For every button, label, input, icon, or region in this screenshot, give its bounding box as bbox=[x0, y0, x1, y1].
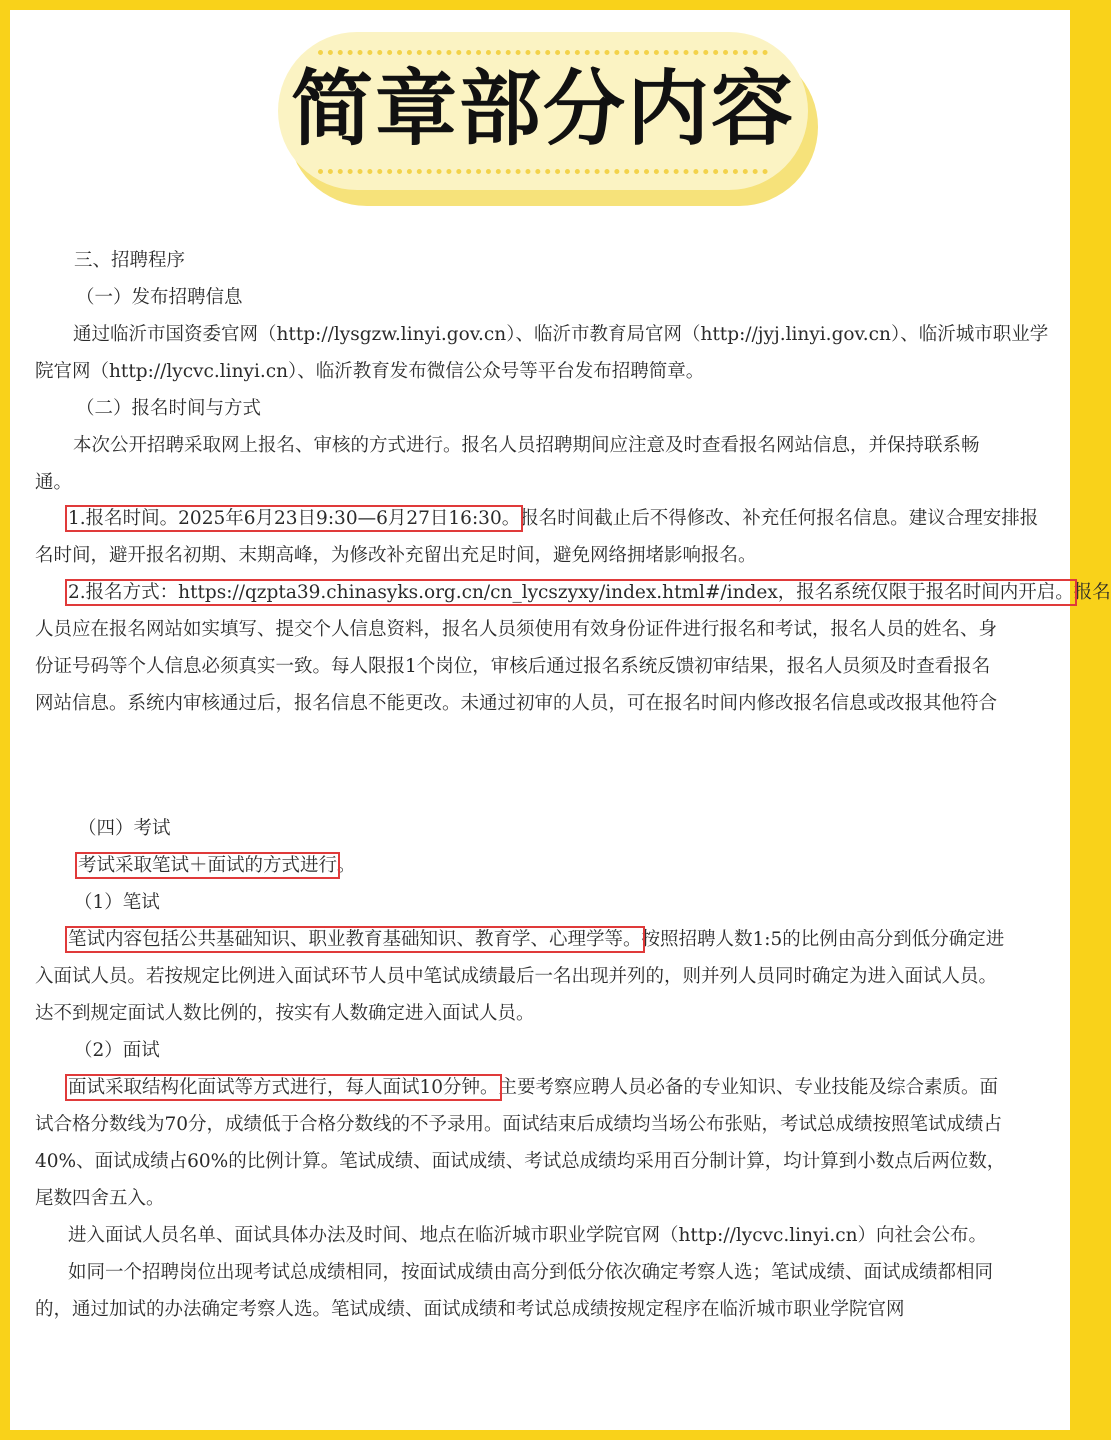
paragraph-line bbox=[68, 921, 1083, 958]
paragraph-line: 试合格分数线为70分，成绩低于合格分数线的不予录用。面试结束后成绩均当场公布张贴，考试总成绩按照笔试成绩占 bbox=[35, 1114, 1003, 1135]
subsection-title: （2）面试 bbox=[74, 1040, 160, 1061]
highlight-written-content: 笔试内容包括公共基础知识、职业教育基础知识、教育学、心理学等。 bbox=[68, 929, 642, 950]
paragraph-line bbox=[68, 1069, 1083, 1106]
paragraph-line bbox=[78, 847, 1093, 884]
paragraph-line: 达不到规定面试人数比例的，按实有人数确定进入面试人员。 bbox=[35, 1003, 535, 1024]
highlight-interview-format: 面试采取结构化面试等方式进行，每人面试10分钟。 bbox=[68, 1077, 499, 1098]
paragraph-text: 报名时间截止后不得修改、补充任何报名信息。建议合理安排报 bbox=[520, 508, 1039, 529]
banner-title: 简章部分内容 bbox=[290, 62, 795, 157]
paragraph-line: 进入面试人员名单、面试具体办法及时间、地点在临沂城市职业学院官网（http://lycvc.linyi.cn）向社会公布。 bbox=[68, 1225, 988, 1246]
paragraph-line: 通。 bbox=[35, 472, 73, 493]
subsection-title: （四）考试 bbox=[78, 818, 171, 839]
paragraph-line: 入面试人员。若按规定比例进入面试环节人员中笔试成绩最后一名出现并列的，则并列人员同时确定为进入面试人员。 bbox=[35, 966, 998, 987]
paragraph-line: 本次公开招聘采取网上报名、审核的方式进行。报名人员招聘期间应注意及时查看报名网站信息，并保持联系畅 bbox=[73, 435, 980, 456]
paragraph-line: 的，通过加试的办法确定考察人选。笔试成绩、面试成绩和考试总成绩按规定程序在临沂城市职业学院官网 bbox=[35, 1299, 905, 1320]
paragraph-text: 按照招聘人数1:5的比例由高分到低分确定进 bbox=[641, 929, 1005, 950]
subsection-title: （1）笔试 bbox=[74, 892, 160, 913]
highlight-registration-method: 2.报名方式：https://qzpta39.chinasyks.org.cn/cn_lycszyxy/index.html#/index，报名系统仅限于报名时间内开启。 bbox=[68, 582, 1074, 603]
paragraph-text: 报名 bbox=[1073, 582, 1111, 603]
paragraph-line bbox=[68, 500, 1083, 537]
subsection-title: （二）报名时间与方式 bbox=[76, 398, 262, 419]
paragraph-line: 通过临沂市国资委官网（http://lysgzw.linyi.gov.cn）、临沂市教育局官网（http://jyj.linyi.gov.cn）、临沂城市职业学 bbox=[73, 324, 1049, 345]
paragraph-text: 。 bbox=[337, 855, 356, 876]
paragraph-line bbox=[68, 574, 1111, 611]
document-page bbox=[10, 10, 1111, 1430]
subsection-title: （一）发布招聘信息 bbox=[76, 287, 243, 308]
paragraph-text: 主要考察应聘人员必备的专业知识、专业技能及综合素质。面 bbox=[498, 1077, 999, 1098]
paragraph-line: 院官网（http://lycvc.linyi.cn）、临沂教育发布微信公众号等平台发布招聘简章。 bbox=[35, 361, 705, 382]
highlight-exam-format: 考试采取笔试＋面试的方式进行 bbox=[78, 855, 338, 876]
paragraph-line: 40%、面试成绩占60%的比例计算。笔试成绩、面试成绩、考试总成绩均采用百分制计算，均计算到小数点后两位数， bbox=[35, 1151, 1006, 1172]
section-heading: 三、招聘程序 bbox=[74, 250, 186, 271]
paragraph-line: 网站信息。系统内审核通过后，报名信息不能更改。未通过初审的人员，可在报名时间内修改报名信息或改报其他符合 bbox=[35, 693, 998, 714]
paragraph-line: 如同一个招聘岗位出现考试总成绩相同，按面试成绩由高分到低分依次确定考察人选；笔试成绩、面试成绩都相同 bbox=[68, 1262, 994, 1283]
highlight-registration-time: 1.报名时间。2025年6月23日9:30—6月27日16:30。 bbox=[68, 508, 521, 529]
paragraph-line: 名时间，避开报名初期、末期高峰，为修改补充留出充足时间，避免网络拥堵影响报名。 bbox=[35, 545, 757, 566]
document-body bbox=[10, 10, 1111, 1430]
paragraph-line: 尾数四舍五入。 bbox=[35, 1188, 165, 1209]
paragraph-line: 份证号码等个人信息必须真实一致。每人限报1个岗位，审核后通过报名系统反馈初审结果，报名人员须及时查看报名 bbox=[35, 656, 991, 677]
paragraph-line: 人员应在报名网站如实填写、提交个人信息资料，报名人员须使用有效身份证件进行报名和考试，报名人员的姓名、身 bbox=[35, 619, 998, 640]
